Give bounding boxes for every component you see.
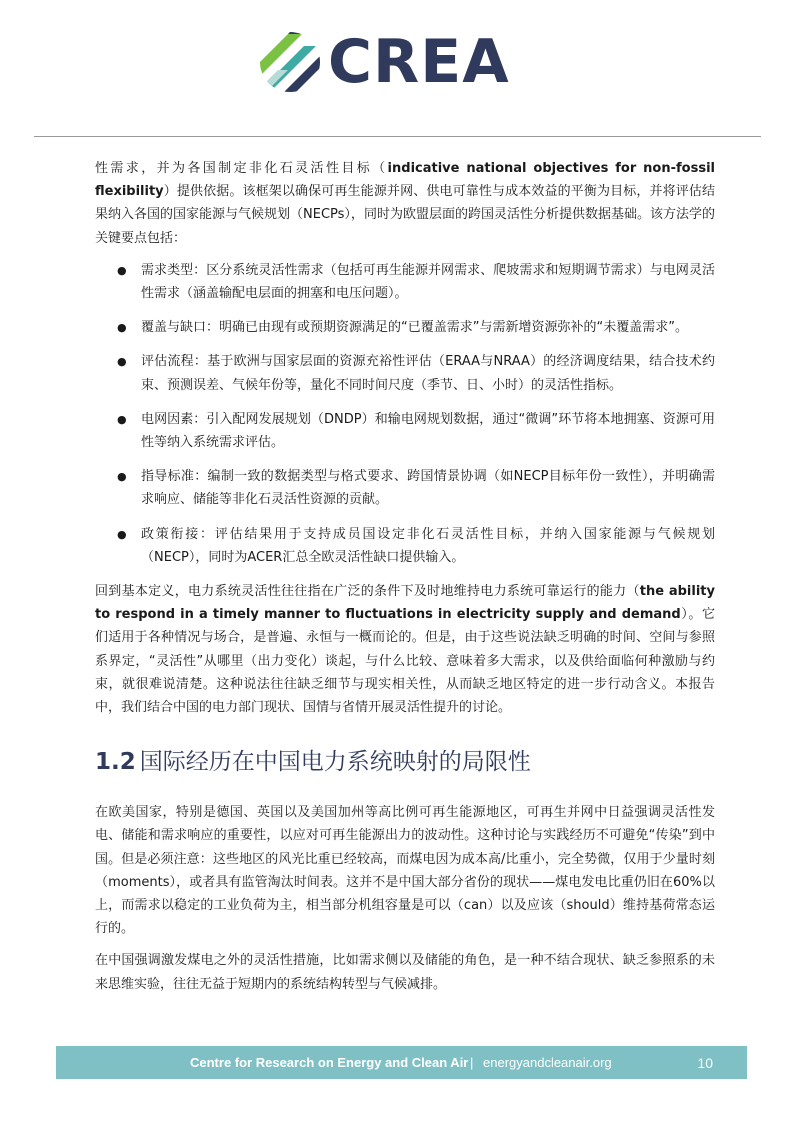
bullet-icon: ●	[117, 321, 127, 335]
section-title: 国际经历在中国电力系统映射的局限性	[139, 749, 531, 776]
list-item-text: 电网因素：引入配网发展规划（DNDP）和输电网规划数据，通过“微调”环节将本地拥塞、资源可用性等纳入系统需求评估。	[141, 411, 715, 451]
list-item-text: 覆盖与缺口：明确已由现有或预期资源满足的“已覆盖需求”与需新增资源弥补的“未覆盖需求”。	[141, 320, 688, 336]
page-number: 10	[697, 1054, 713, 1071]
paragraph-2-text-b: ）。它们适用于各种情况与场合，是普遍、永恒与一概而论的。但是，由于这些说法缺乏明确的时间、空间与参照系界定，“灵活性”从哪里（出力变化）谈起，与什么比较、意味着多大需求，以及供给面临何种激励与约束，就很难说清楚。这种说法往往缺乏细节与现实相关性，从而缺乏地区特定的进一步行动含义。本报告中，我们结合中国的电力部门现状、国情与省情开展灵活性提升的讨论。	[95, 607, 715, 716]
page-header	[0, 0, 795, 136]
list-item	[117, 316, 715, 339]
paragraph-1-text-b: ）提供依据。该框架以确保可再生能源并网、供电可靠性与成本效益的平衡为目标，并将评估结果纳入各国的国家能源与气候规划（NECPs），同时为欧盟层面的跨国灵活性分析提供数据基础。该方法学的关键要点包括：	[95, 184, 715, 246]
list-item	[117, 408, 715, 454]
header-divider	[34, 136, 761, 137]
bullet-icon: ●	[117, 355, 127, 369]
section-number: 1.2	[95, 749, 136, 776]
list-item	[117, 465, 715, 511]
methodology-bullet-list	[95, 259, 715, 569]
paragraph-1-english-term: indicative national objectives for non-fossil flexibility	[95, 161, 715, 200]
bullet-icon: ●	[117, 412, 127, 426]
paragraph-2-english-term: the ability to respond in a timely manner to fluctuations in electricity supply and demand	[95, 584, 715, 623]
logo-wordmark: CREA	[328, 27, 510, 97]
paragraph-1-text-a: 性需求，并为各国制定非化石灵活性目标（	[95, 161, 388, 176]
paragraph-2-text-a: 回到基本定义，电力系统灵活性往往指在广泛的条件下及时地维持电力系统可靠运行的能力（	[95, 584, 640, 600]
list-item-text: 指导标准：编制一致的数据类型与格式要求、跨国情景协调（如NECP目标年份一致性），并明确需求响应、储能等非化石灵活性资源的贡献。	[141, 469, 715, 508]
list-item	[117, 350, 715, 396]
crea-logo[interactable]	[258, 27, 510, 97]
list-item-text: 需求类型：区分系统灵活性需求（包括可再生能源并网需求、爬坡需求和短期调节需求）与电网灵活性需求（涵盖输配电层面的拥塞和电压问题）。	[141, 262, 715, 302]
bullet-icon: ●	[117, 470, 127, 484]
paragraph-3: 在欧美国家，特别是德国、英国以及美国加州等高比例可再生能源地区，可再生并网中日益强调灵活性发电、储能和需求响应的重要性，以应对可再生能源出力的波动性。这种讨论与实践经历不可避免“传染”到中国。但是必须注意：这些地区的风光比重已经较高，而煤电因为成本高/比重小，完全势微，仅用于少量时刻（moments），或者具有监管淘汰时间表。这并不是中国大部分省份的现状——煤电发电比重仍旧在60%以上，而需求以稳定的工业负荷为主，相当部分机组容量是可以（can）以及应该（should）维持基荷常态运行的。	[95, 805, 715, 937]
paragraph-1	[95, 157, 715, 250]
crea-logo-mark-icon	[258, 30, 322, 94]
section-heading	[95, 747, 715, 777]
list-item	[117, 523, 715, 569]
footer-separator: |	[470, 1055, 474, 1070]
bullet-icon: ●	[117, 263, 127, 277]
bullet-icon: ●	[117, 527, 127, 541]
footer-website-link[interactable]: energyandcleanair.org	[483, 1055, 612, 1070]
paragraph-4: 在中国强调激发煤电之外的灵活性措施，比如需求侧以及储能的角色，是一种不结合现状、缺乏参照系的未来思维实验，往往无益于短期内的系统结构转型与气候减排。	[95, 953, 715, 992]
page-footer	[56, 1046, 747, 1079]
list-item-text: 评估流程：基于欧洲与国家层面的资源充裕性评估（ERAA与NRAA）的经济调度结果，结合技术约束、预测误差、气候年份等，量化不同时间尺度（季节、日、小时）的灵活性指标。	[141, 354, 715, 393]
footer-organization: Centre for Research on Energy and Clean Air	[190, 1055, 469, 1070]
paragraph-2	[95, 580, 715, 719]
list-item-text: 政策衔接：评估结果用于支持成员国设定非化石灵活性目标，并纳入国家能源与气候规划（NECP），同时为ACER汇总全欧灵活性缺口提供输入。	[141, 526, 715, 565]
list-item	[117, 259, 715, 305]
document-body	[95, 157, 715, 1005]
